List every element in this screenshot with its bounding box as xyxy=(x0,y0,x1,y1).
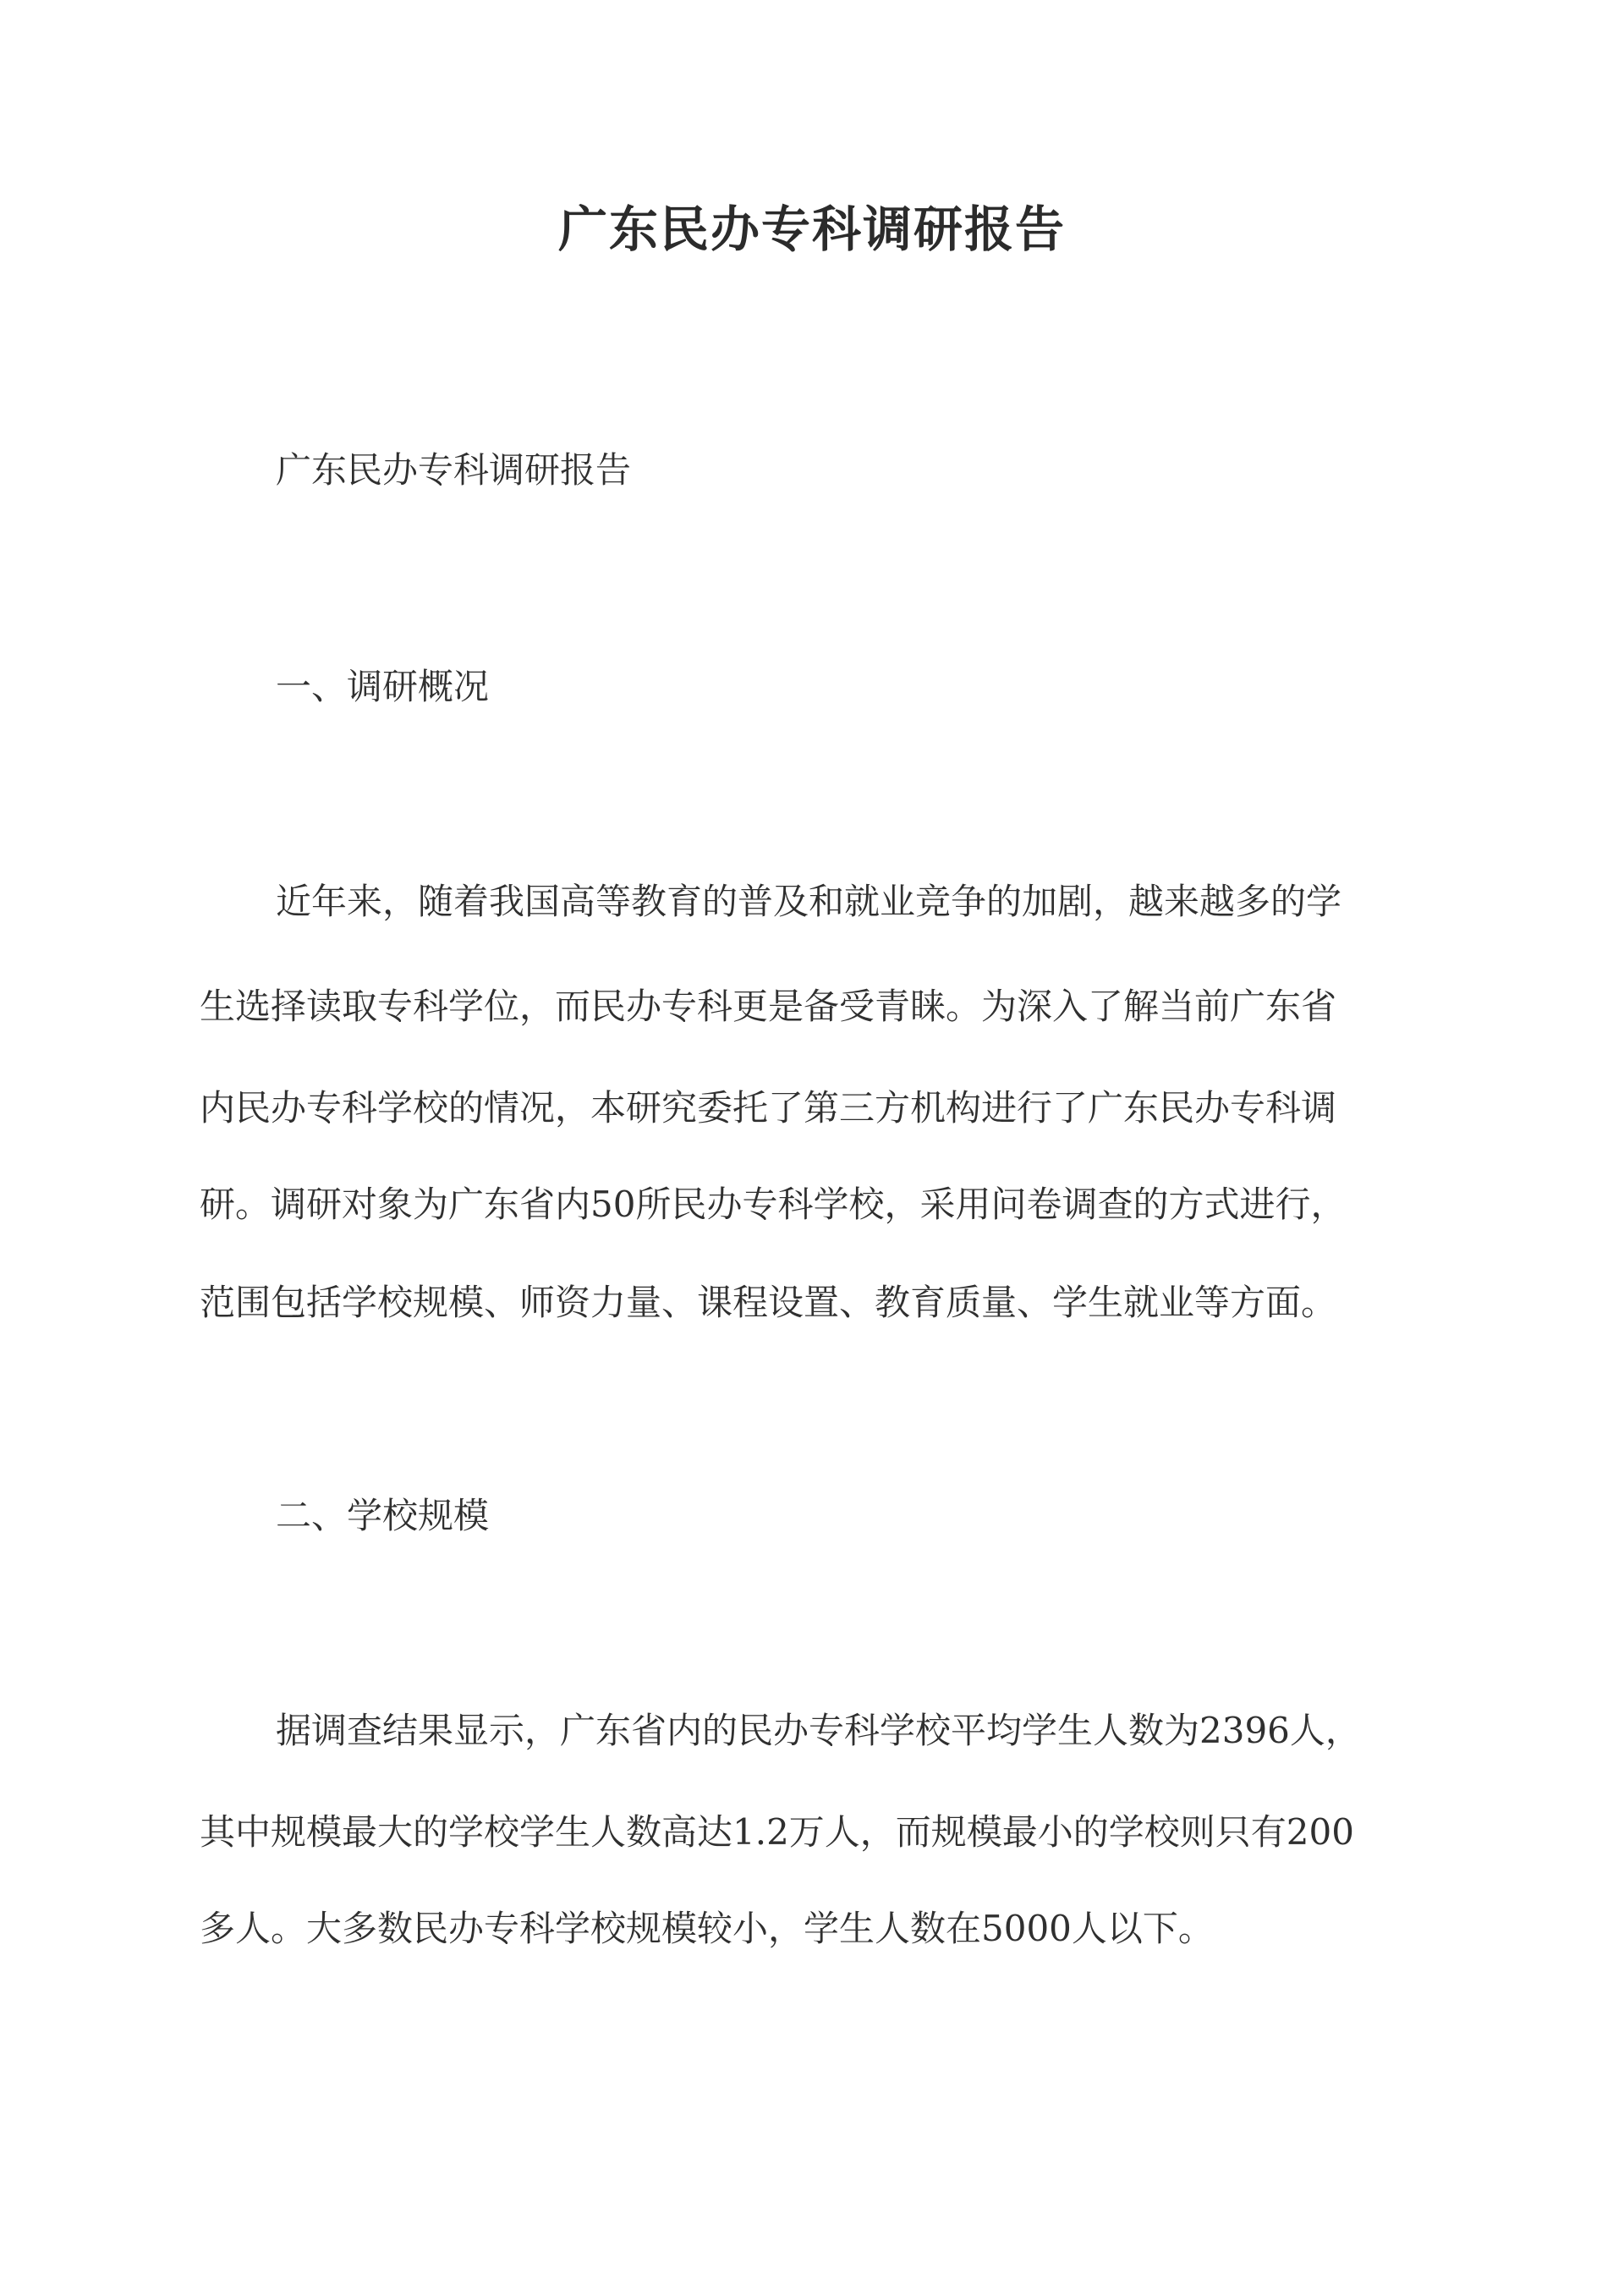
paragraph-line: 研。调研对象为广东省内50所民办专科学校，采用问卷调查的方式进行， xyxy=(200,1184,1347,1225)
paragraph-line: 生选择读取专科学位，而民办专科更是备受青睐。为深入了解当前广东省 xyxy=(200,986,1337,1027)
paragraph-line: 多人。大多数民办专科学校规模较小，学生人数在5000人以下。 xyxy=(200,1908,1214,1949)
document-title: 广东民办专科调研报告 xyxy=(557,200,1066,258)
paragraph-line: 其中规模最大的学校学生人数高达1.2万人，而规模最小的学校则只有200 xyxy=(200,1811,1354,1853)
paragraph-line: 范围包括学校规模、师资力量、课程设置、教育质量、学生就业等方面。 xyxy=(200,1282,1337,1323)
paragraph-line: 近年来，随着我国高等教育的普及和就业竞争的加剧，越来越多的学 xyxy=(276,881,1342,922)
section-heading-school-scale: 二、学校规模 xyxy=(276,1495,490,1536)
document-subtitle: 广东民办专科调研报告 xyxy=(276,449,632,491)
paragraph-line: 据调查结果显示，广东省内的民办专科学校平均学生人数为2396人， xyxy=(276,1710,1361,1751)
section-heading-overview: 一、调研概况 xyxy=(276,666,490,707)
paragraph-line: 内民办专科学校的情况，本研究委托了第三方机构进行了广东民办专科调 xyxy=(200,1087,1337,1129)
